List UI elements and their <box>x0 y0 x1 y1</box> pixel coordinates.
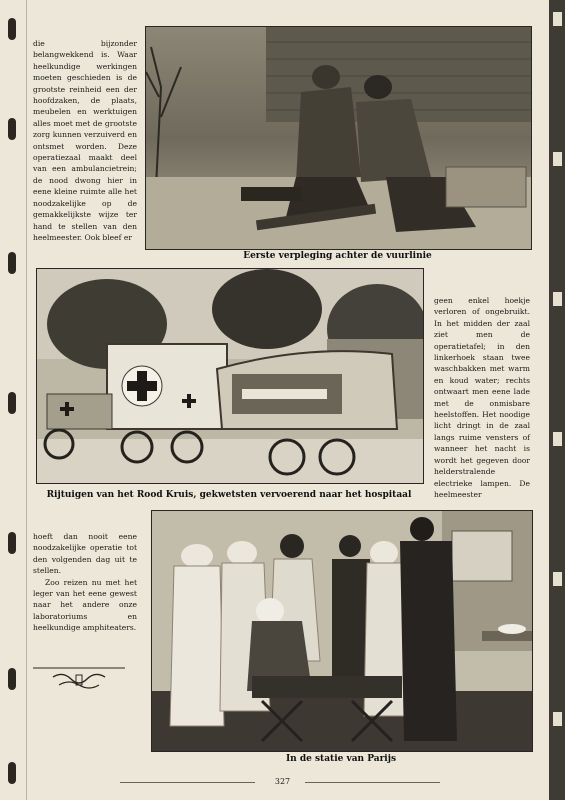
binding-hole <box>8 392 16 414</box>
photo-caption-middle: Rijtuigen van het Rood Kruis, gekwetsten vervoerend naar het hospitaal <box>46 490 412 500</box>
photo-caption-bottom: In de statie van Parijs <box>285 754 397 764</box>
edge-mark <box>553 572 562 586</box>
photo-paris-station <box>151 510 533 752</box>
edge-mark <box>553 712 562 726</box>
text-column-bottom <box>33 531 137 634</box>
page-edge-right <box>549 0 565 800</box>
binding-edge <box>0 0 27 800</box>
decorative-ornament <box>33 665 125 695</box>
paragraph: geen enkel hoekje verloren of ongebruikt. In het midden der zaal ziet men de operatietafel; in den linkerhoek staan twee waschbakken met warm en koud water; rechts ontwaart men eene lade met de onmisbare heelstoffen. Het noodige licht dringt in de zaal langs ruime vensters of wanneer het nacht is wordt het gegeven door helderstralende electrieke lampen. De heelmeester <box>434 296 530 499</box>
photo-red-cross-wagons <box>36 268 424 484</box>
paragraph: hoeft dan nooit eene noodzakelijke operatie tot den volgenden dag uit te stellen. <box>33 532 137 576</box>
binding-hole <box>8 18 16 40</box>
edge-mark <box>553 432 562 446</box>
binding-hole <box>8 118 16 140</box>
binding-hole <box>8 532 16 554</box>
page-number: 327 <box>274 777 291 786</box>
binding-hole <box>8 252 16 274</box>
page-number-rule <box>305 782 440 783</box>
photo-first-aid <box>145 26 532 250</box>
photo-caption-top: Eerste verpleging achter de vuurlinie <box>243 251 432 261</box>
binding-hole <box>8 668 16 690</box>
text-column-right <box>434 295 530 500</box>
paragraph: Zoo reizen nu met het leger van het eene gewest naar het andere onze laboratoriums en heelkundige amphiteaters. <box>33 577 137 633</box>
text-column-top <box>33 38 137 243</box>
edge-mark <box>553 12 562 26</box>
paragraph: die bijzonder belangwekkend is. Waar heelkundige werkingen moeten geschieden is de grootste reinheid een der hoofdzaken, de plaats, meubelen en werktuigen alles moet met de grootste zorg kunnen verzuiverd en ontsmet worden. Deze operatiezaal maakt deel van een ambulancietrein; de nood dwong hier in eene kleine ruimte alle het noodzakelijke op de gemakkelijkste wijze ter hand te stellen van den heelmeester. Ook bleef er <box>33 39 137 242</box>
edge-mark <box>553 292 562 306</box>
edge-mark <box>553 152 562 166</box>
